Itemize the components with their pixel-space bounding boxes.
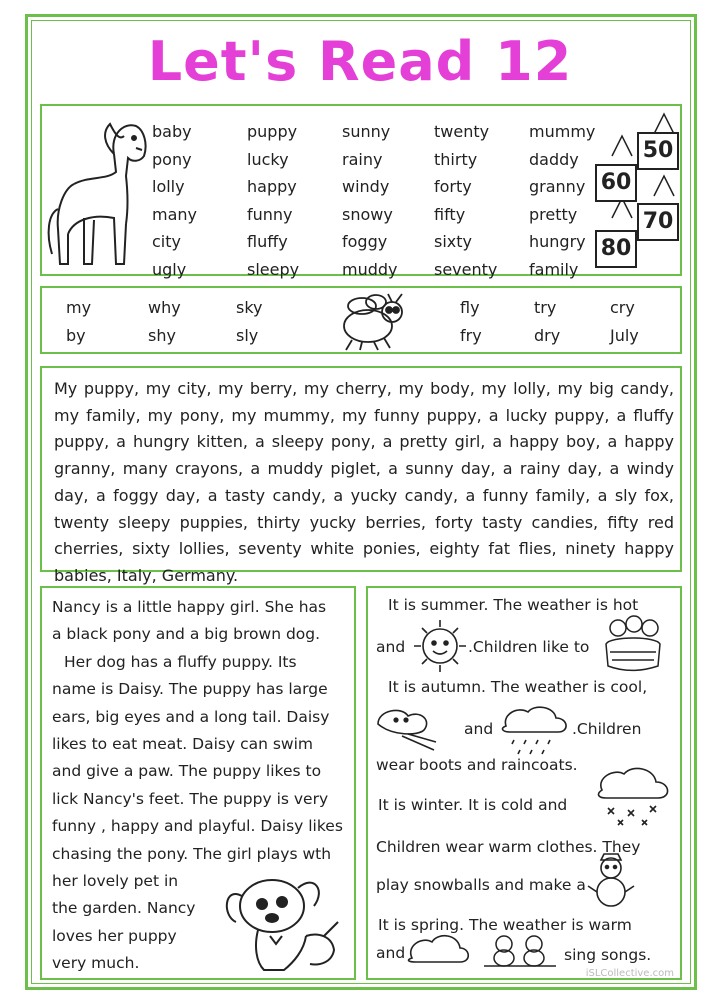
spring-and: and [376,944,406,962]
summer-children: .Children like to [468,638,590,656]
number-tag-70: 70 [637,203,679,241]
summer-line-1: It is summer. The weather is hot [388,596,639,614]
cloud-icon [404,928,470,972]
weather-box [366,586,682,980]
word: cry [610,298,635,317]
word: windy [342,177,390,196]
word: lucky [247,149,289,169]
page-title: Let's Read 12 [147,30,573,93]
y-word-column [236,294,263,350]
wind-icon [372,702,438,752]
sun-icon [410,616,470,676]
winter-line-3: play snowballs and make a [376,876,586,894]
y-word-column [148,294,181,350]
winter-line-2: Children wear warm clothes. They [376,838,641,856]
word-column-3 [342,118,398,283]
word-column-2 [247,118,299,283]
word: hungry [529,232,586,251]
puppy-illustration [214,866,344,976]
winter-line-1: It is winter. It is cold and [378,796,568,814]
y-word-column [460,294,482,350]
y-word-column [66,294,91,350]
word: daddy [529,149,579,169]
snow-cloud-icon [594,764,674,828]
word: why [148,298,181,317]
story-line: Nancy is a little happy girl. She has [52,598,327,616]
word: try [534,298,557,317]
word-list-box [40,104,682,279]
word: pony [152,149,192,169]
story-line: Her dog has a fluffy puppy. Its [64,652,297,671]
word: lolly [152,177,185,196]
word: happy [247,177,297,196]
word: fly [460,298,480,317]
story-line: funny , happy and playful. Daisy likes [52,817,343,836]
word: shy [148,326,176,345]
word: sunny [342,122,391,141]
word: foggy [342,232,388,251]
story-line: loves her puppy [52,926,177,945]
word: by [66,326,86,345]
word: sixty [434,232,472,251]
word: granny [529,177,586,196]
phrases-paragraph: My puppy, my city, my berry, my cherry, my body, my lolly, my big candy, my family, my pony, my mummy, my funny puppy, a lucky puppy, a fluffy puppy, a hungry kitten, a sleepy pony, a pretty girl, a happy boy, a happy granny, many crayons, a muddy piglet, a sunny day, a rainy day, a windy day, a foggy day, a tasty candy, a yucky candy, a funny family, a sly fox, twenty sleepy puppies, thirty yucky berries, forty tasty candies, fifty red cherries, sixty lollies, seventy white ponies, eighty fat flies, ninety happy babies, Italy, Germany. [54,379,674,585]
word: city [152,232,181,251]
word: puppy [247,122,298,141]
story-line: very much. [52,954,140,973]
y-words-box [40,286,682,354]
snowman-icon [586,854,636,910]
story-line: likes to eat meat. Daisy can swim [52,735,314,754]
word: funny [247,204,293,224]
autumn-line-1: It is autumn. The weather is cool, [388,678,648,696]
y-word-column [610,294,639,350]
story-line: and give a paw. The puppy likes to [52,762,322,781]
story-line: a black pony and a big brown dog. [52,625,321,644]
fly-illustration [332,292,412,352]
word-column-4 [434,118,497,283]
story-line: lick Nancy's feet. The puppy is very [52,789,329,808]
word: baby [152,122,192,141]
word: muddy [342,259,398,279]
summer-and: and [376,638,406,656]
word: thirty [434,149,478,169]
word: July [610,326,639,345]
story-box [40,586,356,980]
word: fifty [434,204,466,224]
word: sleepy [247,259,300,279]
word: pretty [529,204,578,224]
word: seventy [434,259,498,279]
word: forty [434,177,472,196]
y-word-column [534,294,560,350]
pony-illustration [44,114,154,274]
story-line: name is Daisy. The puppy has large [52,680,328,699]
word: fry [460,326,482,345]
watermark: iSLCollective.com [585,968,674,979]
word: dry [534,326,561,345]
number-tag-60: 60 [595,164,637,202]
spring-sing: sing songs. [564,946,652,964]
word: mummy [529,122,596,141]
birds-icon [480,928,560,972]
word: twenty [434,122,490,141]
word: family [529,259,579,279]
children-picnic-icon [600,614,666,674]
word: snowy [342,204,393,224]
word: rainy [342,149,383,169]
rain-cloud-icon [498,702,572,762]
number-tag-50: 50 [637,132,679,170]
word: sky [236,298,263,317]
word-column-1 [152,118,197,283]
story-line: chasing the pony. The girl plays wth [52,844,332,863]
spring-line-1: It is spring. The weather is warm [378,916,632,934]
autumn-children: .Children [572,720,642,738]
word: ugly [152,259,187,279]
autumn-line-3: wear boots and raincoats. [376,756,578,774]
story-line: ears, big eyes and a long tail. Daisy [52,707,330,726]
number-tag-80: 80 [595,230,637,268]
story-line: the garden. Nancy [52,899,196,918]
phrases-box [40,366,682,585]
autumn-and: and [464,720,494,738]
word: my [66,298,92,317]
word: sly [236,326,259,345]
word: fluffy [247,232,288,251]
word: many [152,204,197,224]
story-line: her lovely pet in [52,872,179,891]
